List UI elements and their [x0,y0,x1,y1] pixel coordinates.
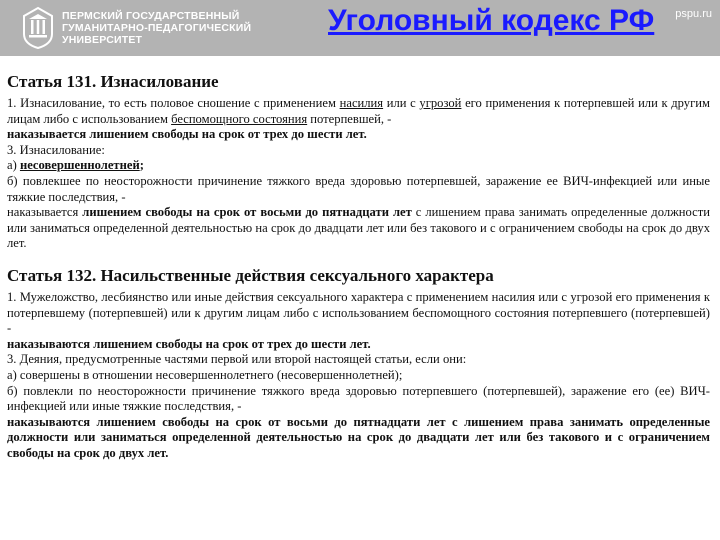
page-title[interactable]: Уголовный кодекс РФ [328,4,655,37]
document-body [7,72,710,461]
link-helpless-state[interactable]: беспомощного состояния [171,111,308,126]
article-131-penalty-1: наказывается лишением свободы на срок от трех до шести лет. [7,127,367,142]
article-131-part-3: 3. Изнасилование: [7,142,105,157]
link-minor[interactable]: несовершеннолетней [19,158,140,173]
article-132-part-1: 1. Мужеложство, лесбиянство или иные действия сексуального характера с применением насилия или с угрозой его применения к потерпевшему (потерпевшей) или к другим лицам либо с использованием беспомощного состояния потерпевшего (потерпевшей) - [7,289,710,336]
link-threat[interactable]: угрозой [419,96,462,110]
article-132-part-3: 3. Деяния, предусмотренные частями первой или второй настоящей статьи, если они: [7,352,467,367]
site-url: pspu.ru [675,8,712,20]
article-132-title: Статья 132. Насильственные действия сексуального характера [7,265,494,285]
university-emblem-icon [22,6,54,50]
article-132-item-a: а) совершены в отношении несовершеннолетнего (несовершеннолетней); [7,367,403,382]
article-132-penalty-3: наказываются лишением свободы на срок от восьми до пятнадцати лет с лишением права занимать определенные должности или заниматься определенной деятельностью на срок до двадцати лет или без такового и с ограничением свободы на срок до двух лет. [7,414,710,460]
article-132-penalty-1: наказываются лишением свободы на срок от трех до шести лет. [7,336,371,351]
article-131-item-b: б) повлекшее по неосторожности причинение тяжкого вреда здоровью потерпевшей, заражение ее ВИЧ-инфекцией или иные тяжкие последствия, - [7,173,710,204]
article-131-item-a: а) несовершеннолетней; [7,158,144,173]
header-bar [0,0,720,56]
article-131-title: Статья 131. Изнасилование [7,72,219,91]
article-132-item-b: б) повлекли по неосторожности причинение тяжкого вреда здоровью потерпевшего (потерпевшей), заражение его (ее) ВИЧ-инфекцией или иные тяжкие последствия, - [7,383,710,414]
article-131-part-1: 1. Изнасилование, то есть половое сношение с применением насилия или с угрозой его применения к потерпевшей или к другим лицам либо с использованием беспомощного состояния потерпевшей, - [7,96,710,126]
university-name: ПЕРМСКИЙ ГОСУДАРСТВЕННЫЙ ГУМАНИТАРНО-ПЕДАГОГИЧЕСКИЙ УНИВЕРСИТЕТ [62,10,252,46]
article-131-penalty-3: наказывается лишением свободы на срок от восьми до пятнадцати лет с лишением права занимать определенные должности или заниматься определенной деятельностью на срок до двадцати лет или без такового и с ограничением свободы на срок до двух лет. [7,205,710,251]
link-violence[interactable]: насилия [339,96,384,110]
